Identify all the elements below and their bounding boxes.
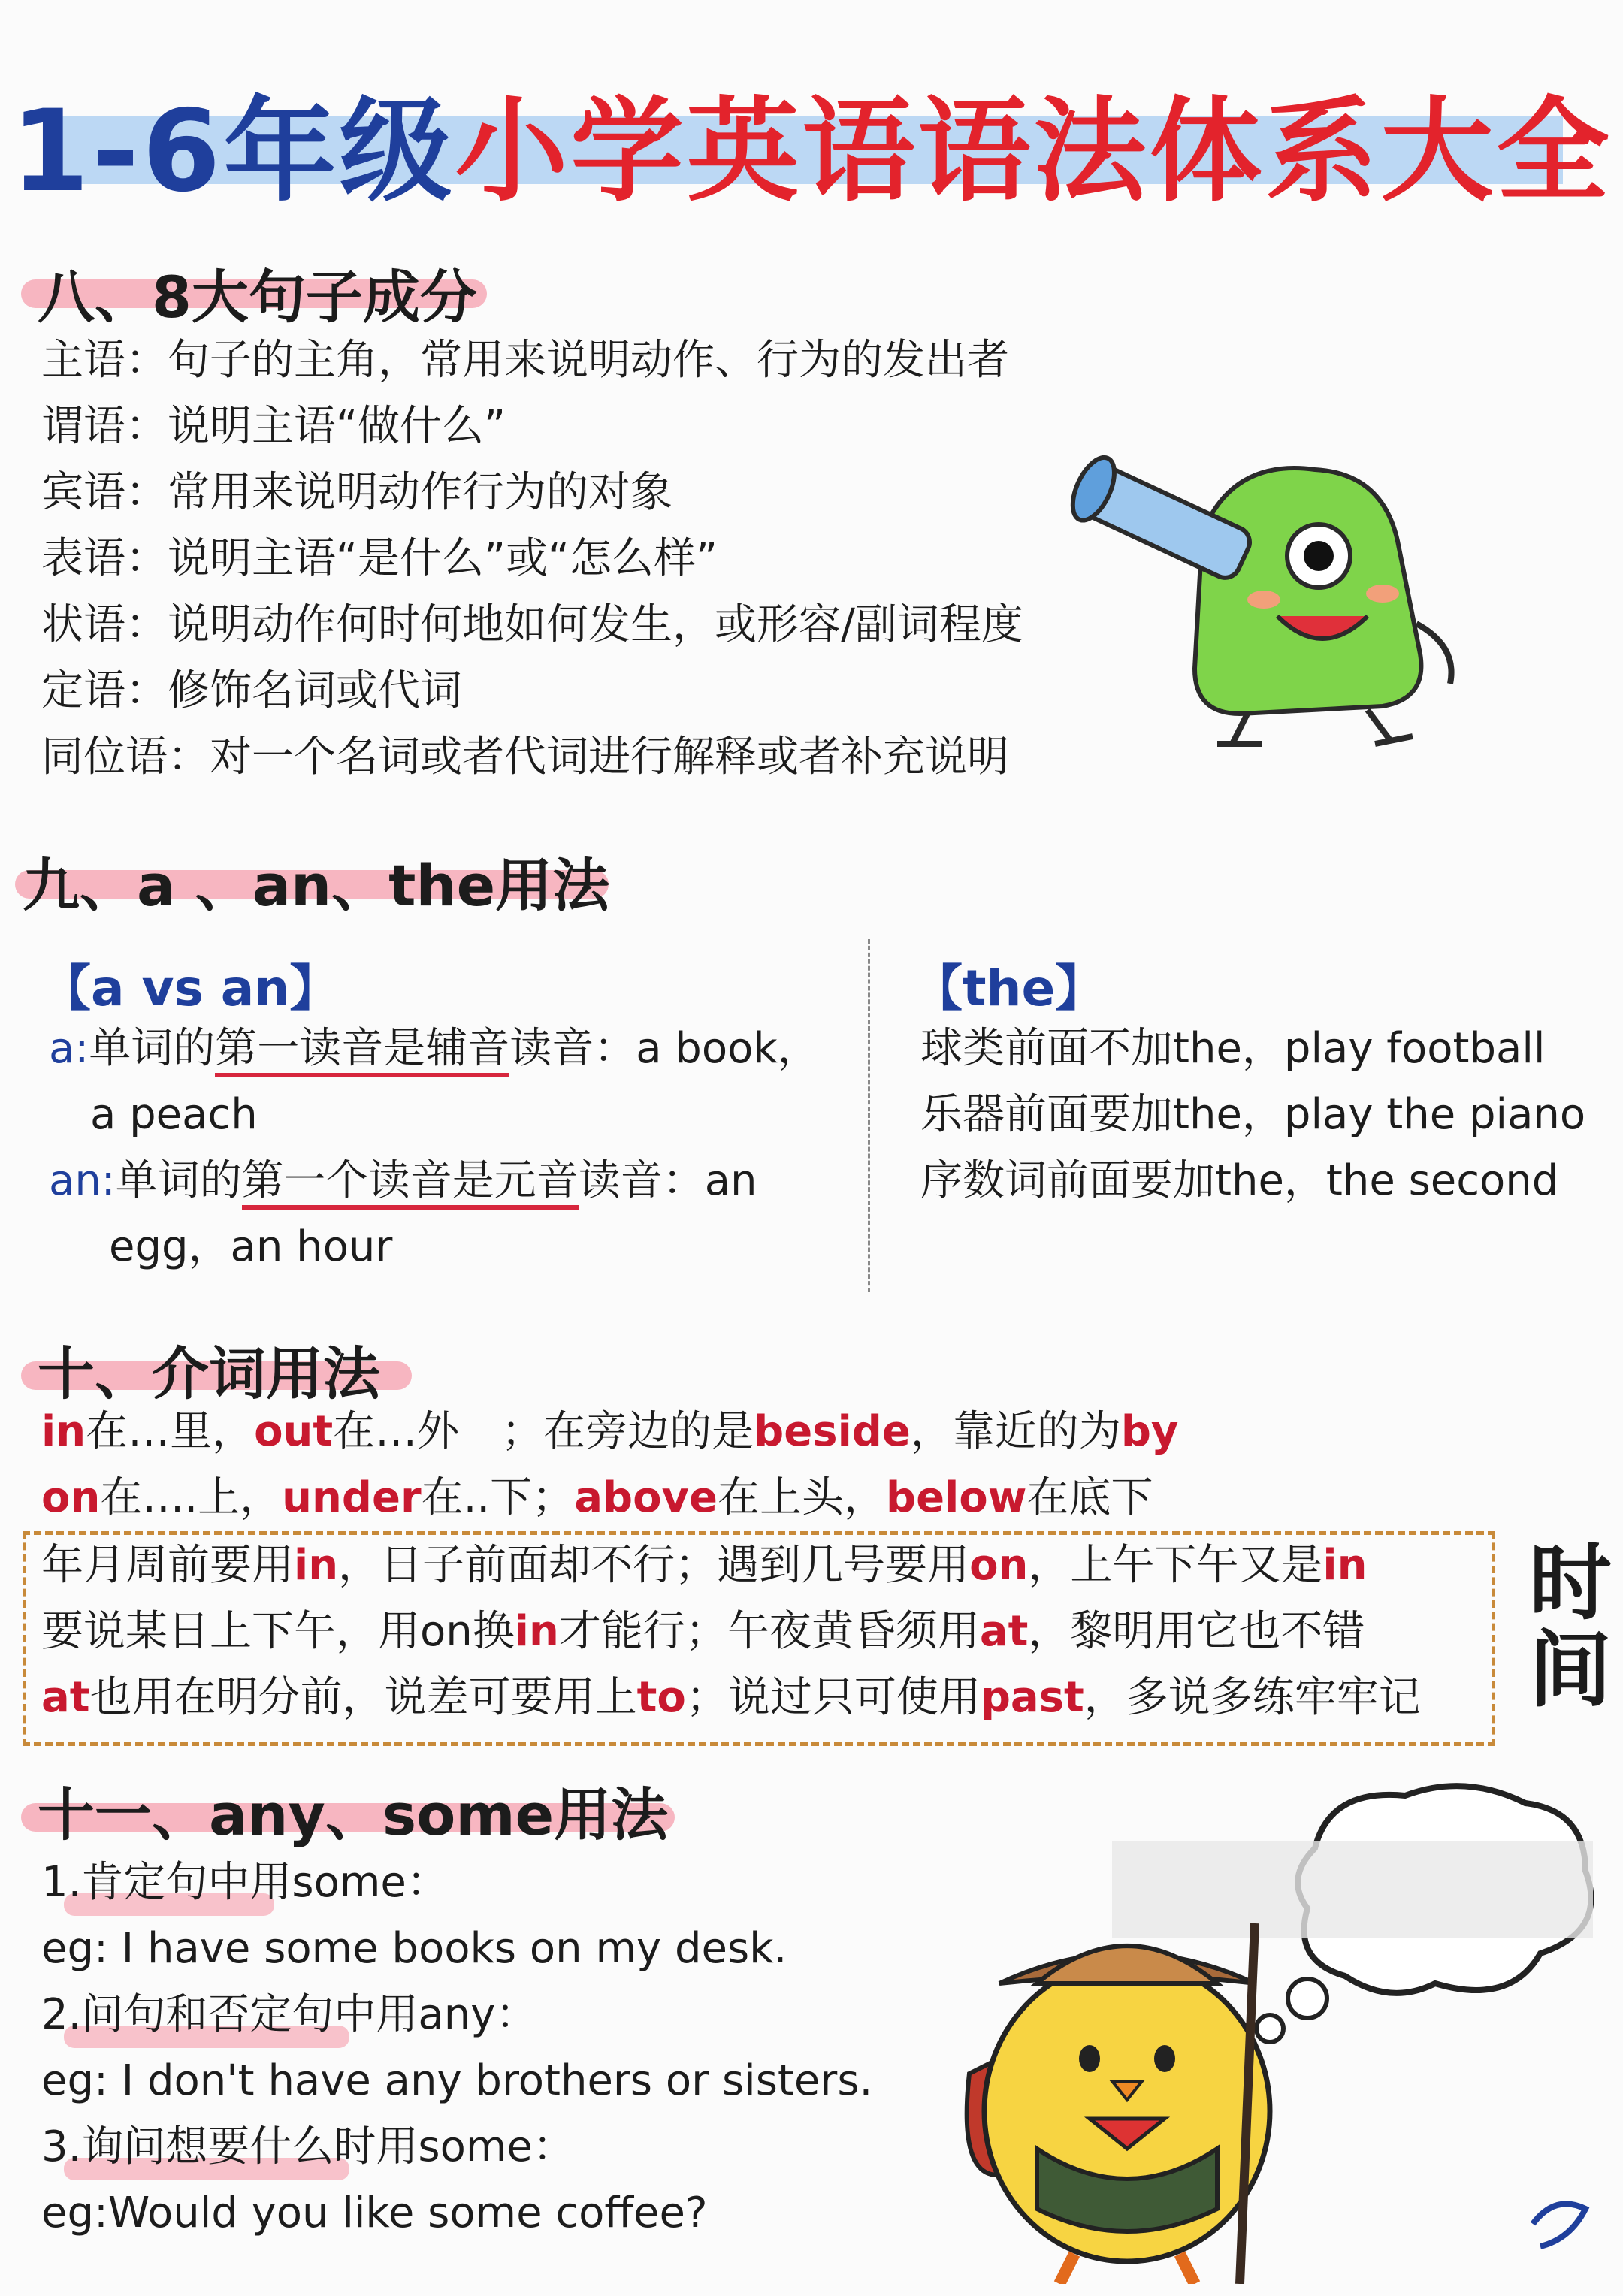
preposition-keyword: at	[41, 1673, 90, 1722]
the-rule-1: 球类前面不加the，play football	[920, 1024, 1546, 1073]
an-label: an:	[49, 1156, 116, 1205]
sec8-row-label: 定语：	[41, 666, 168, 715]
sec8-row	[41, 468, 672, 517]
sec11-heading: 十一、any、some用法	[38, 1781, 669, 1848]
preposition-keyword: on	[41, 1473, 101, 1522]
preposition-keyword: in	[1322, 1541, 1368, 1590]
an-text3: 读音：an	[578, 1156, 757, 1205]
preposition-text: 在….上，	[100, 1473, 283, 1522]
sec9-column-divider	[868, 939, 870, 1292]
sec8-row-label: 主语：	[41, 336, 168, 385]
title-main: 小学英语语法体系大全	[455, 86, 1612, 217]
sec8-row	[41, 336, 1009, 385]
a-text1: 单词的	[89, 1024, 216, 1073]
preposition-keyword: to	[636, 1673, 686, 1722]
the-title: 【the】	[913, 959, 1105, 1017]
sec8-row-text: 常用来说明动作行为的对象	[168, 468, 672, 517]
sec8-row-text: 说明动作何时何地如何发生，或形容/副词程度	[168, 600, 1023, 649]
a-text2: 第一读音是辅音	[215, 1024, 509, 1077]
sec8-row-label: 同位语：	[41, 733, 210, 781]
any-some-line-2: eg: I have some books on my desk.	[41, 1924, 787, 1973]
an-rule-line1	[49, 1156, 757, 1205]
preposition-text: 在…里，	[86, 1407, 255, 1456]
prep-place-line2	[41, 1473, 1153, 1522]
sec8-row-text: 说明主语“是什么”或“怎么样”	[168, 534, 718, 583]
preposition-text: ，靠近的为	[910, 1407, 1121, 1456]
preposition-keyword: in	[294, 1541, 339, 1590]
title-banner	[0, 45, 1623, 218]
preposition-text: 要说某日上下午，用on换	[41, 1607, 515, 1656]
an-text2: 第一个读音是元音	[242, 1156, 579, 1210]
preposition-keyword: above	[574, 1473, 718, 1522]
sec10-heading: 十、介词用法	[38, 1340, 380, 1407]
any-some-line-6: eg:Would you like some coffee?	[41, 2189, 708, 2237]
preposition-keyword: beside	[754, 1407, 911, 1456]
sec8-row	[41, 733, 1009, 781]
preposition-text: 年月周前要用	[41, 1541, 294, 1590]
the-rule-3: 序数词前面要加the，the second	[920, 1156, 1559, 1205]
time-side-label: 时间	[1529, 1535, 1612, 1718]
sec8-heading: 八、8大句子成分	[38, 264, 477, 331]
sec8-row	[41, 666, 462, 715]
any-some-line-1: 1.肯定句中用some：	[41, 1858, 449, 1907]
preposition-text: 在..下；	[421, 1473, 575, 1522]
chick-thinking-illustration	[864, 1758, 1615, 2284]
preposition-text: 在…外 ；在旁边的是	[333, 1407, 754, 1456]
preposition-keyword: out	[254, 1407, 334, 1456]
sec8-row	[41, 534, 718, 583]
sec8-row-text: 修饰名词或代词	[168, 666, 462, 715]
a-rule-line1	[49, 1024, 820, 1073]
preposition-keyword: on	[969, 1541, 1029, 1590]
any-some-line-4: eg: I don't have any brothers or sisters.	[41, 2056, 873, 2105]
preposition-keyword: in	[514, 1607, 559, 1656]
preposition-keyword: past	[980, 1673, 1084, 1722]
preposition-text: ，黎明用它也不错	[1028, 1607, 1365, 1656]
time-rule-line1	[41, 1541, 1368, 1590]
preposition-keyword: under	[282, 1473, 422, 1522]
sec8-row-label: 宾语：	[41, 468, 168, 517]
a-vs-an-title: 【a vs an】	[41, 959, 340, 1017]
page-title	[0, 60, 1623, 222]
a-label: a:	[49, 1024, 89, 1073]
preposition-keyword: in	[41, 1407, 86, 1456]
preposition-keyword: by	[1120, 1407, 1179, 1456]
sec8-row-text: 句子的主角，常用来说明动作、行为的发出者	[168, 336, 1009, 385]
time-rule-line3	[41, 1673, 1421, 1722]
sec8-row-text: 说明主语“做什么”	[168, 402, 506, 451]
preposition-text: ，多说多练牢牢记	[1084, 1673, 1421, 1722]
sec8-row-label: 谓语：	[41, 402, 168, 451]
telescope-mascot-illustration	[1067, 428, 1488, 759]
preposition-text: ，日子前面却不行；遇到几号要用	[338, 1541, 970, 1590]
an-text1: 单词的	[115, 1156, 242, 1205]
sec9-heading: 九、a 、an、the用法	[23, 852, 610, 919]
preposition-text: 在底下	[1026, 1473, 1153, 1522]
an-rule-line2: egg，an hour	[109, 1222, 393, 1271]
any-some-line-3: 2.问句和否定句中用any：	[41, 1990, 538, 2039]
title-grade: 1-6年级	[11, 86, 455, 217]
any-some-line-5: 3.询问想要什么时用some：	[41, 2122, 575, 2171]
time-rule-line2	[41, 1607, 1365, 1656]
prep-place-line1	[41, 1407, 1179, 1456]
sec8-row-label: 表语：	[41, 534, 168, 583]
sec8-row	[41, 600, 1023, 649]
preposition-keyword: at	[979, 1607, 1029, 1656]
sec8-row-text: 对一个名词或者代词进行解释或者补充说明	[210, 733, 1009, 781]
the-rule-2: 乐器前面要加the，play the piano	[920, 1090, 1586, 1139]
preposition-text: ，上午下午又是	[1028, 1541, 1323, 1590]
preposition-text: ；说过只可使用	[685, 1673, 981, 1722]
preposition-text: 在上头，	[718, 1473, 887, 1522]
sec8-row-label: 状语：	[41, 600, 168, 649]
sec8-row	[41, 402, 506, 451]
a-text3: 读音：a book，	[509, 1024, 820, 1073]
preposition-keyword: below	[886, 1473, 1027, 1522]
a-rule-line2: a peach	[90, 1090, 258, 1139]
preposition-text: 也用在明分前，说差可要用上	[89, 1673, 637, 1722]
preposition-text: 才能行；午夜黄昏须用	[558, 1607, 980, 1656]
